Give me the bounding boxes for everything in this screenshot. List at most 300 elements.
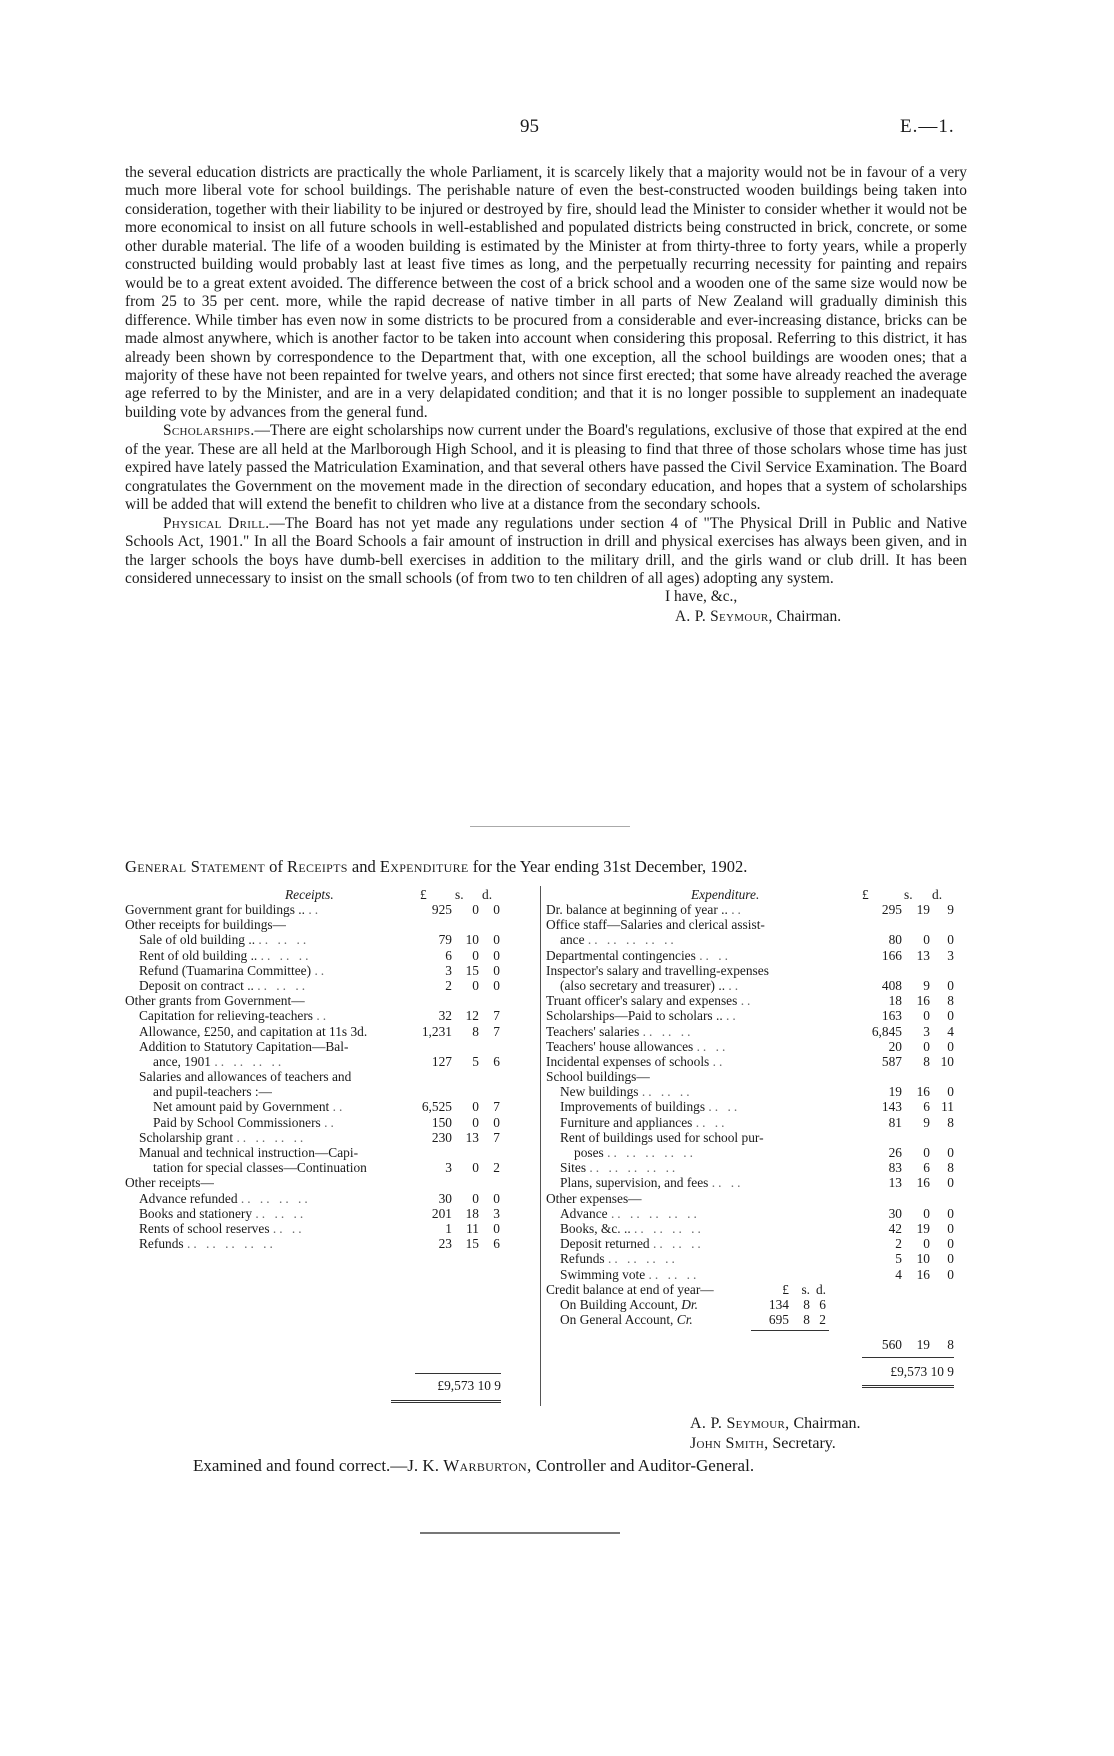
expenditure-pounds: 26 bbox=[888, 1145, 902, 1160]
expenditure-label bbox=[560, 1236, 704, 1251]
expenditure-label bbox=[546, 1054, 725, 1069]
column-divider bbox=[540, 886, 541, 1406]
closing-salutation: I have, &c., bbox=[665, 588, 738, 606]
expenditure-pence: 0 bbox=[947, 977, 954, 993]
receipt-label-text: Other receipts— bbox=[125, 1175, 214, 1191]
receipts-heading: Receipts. bbox=[285, 887, 334, 902]
receipt-label bbox=[139, 1191, 311, 1206]
chairman-name: A. P. Seymour, bbox=[690, 1415, 790, 1432]
leader-dots: .. .. .. bbox=[257, 977, 309, 993]
receipt-pounds: 2 bbox=[445, 977, 452, 993]
receipt-pence: 6 bbox=[493, 1236, 500, 1252]
receipt-label-text: tation for special classes—Continuation bbox=[153, 1160, 367, 1176]
leader-dots: .. .. .. .. bbox=[214, 1053, 285, 1069]
expenditure-label bbox=[546, 1008, 739, 1023]
leader-dots: .. .. .. .. bbox=[634, 1220, 704, 1236]
statement-title-part: General Statement bbox=[125, 857, 266, 876]
expenditure-label-text: Inspector's salary and travelling-expenses bbox=[546, 962, 769, 978]
receipt-label-text: and pupil-teachers :— bbox=[153, 1084, 272, 1100]
leader-dots: .. .. bbox=[696, 1038, 729, 1054]
secretary-name: John Smith, bbox=[690, 1435, 769, 1452]
receipt-label-text: Refund (Tuamarina Committee) bbox=[139, 962, 312, 978]
receipt-shillings: 0 bbox=[472, 1114, 479, 1130]
expenditure-row bbox=[546, 1206, 967, 1221]
receipt-row bbox=[125, 1115, 533, 1130]
receipt-label-text: Addition to Statutory Capitation—Bal- bbox=[139, 1038, 349, 1054]
expenditure-label-text: Scholarships—Paid to scholars .. bbox=[546, 1008, 723, 1024]
receipt-pence: 7 bbox=[493, 1008, 500, 1024]
expenditure-label bbox=[560, 1115, 728, 1130]
receipt-shillings: 11 bbox=[466, 1220, 479, 1236]
leader-dots: .. .. .. bbox=[258, 932, 310, 948]
expenditure-row bbox=[546, 1175, 967, 1190]
receipt-label bbox=[125, 902, 321, 917]
receipt-pence: 0 bbox=[493, 962, 500, 978]
paragraph-buildings: the several education districts are practically the whole Parliament, it is scarcely likely that a majority would not be in favour of a very much more liberal vote for school buildings. The perishable nature of even the best-constructed wooden buildings being taken into consideration, together with their liability to be injured or destroyed by fire, should lead the Minister to consider whether it would not be more economical to insist on all future schools in well-established and populated districts being constructed in brick, concrete, or some other durable material. The life of a wooden building is estimated by the Minister at from thirty-three to forty years, while a properly constructed building would probably last at least five times as long, and the perpetually recurring necessity for painting and repairs would be to a great extent avoided. The difference between the cost of a brick school and a wooden one of the same size would now be from 25 to 35 per cent. more, while the rapid decrease of native timber in all parts of New Zealand will gradually diminish this difference. While timber has even now in some districts to be procured from a considerable and ever-increasing distance, bricks can be made almost anywhere, which is another factor to be taken into account when considering this proposal. Referring to this district, it has already been shown by correspondence to the Department that, with one exception, all the school buildings are wooden ones; that a majority of these have not been repainted for twelve years, and others not since first erected; that some have already reached the average age referred to by the Minister, and are in a very delapidated condition; and that it is no longer possible to supplement an inadequate building vote by advances from the general fund. bbox=[125, 164, 967, 421]
receipt-label bbox=[139, 932, 309, 947]
expenditure-pence: 0 bbox=[947, 932, 954, 948]
expenditure-label-text: Books, &c. .. bbox=[560, 1220, 631, 1236]
expenditure-label bbox=[560, 1084, 693, 1099]
expenditure-total-rule bbox=[862, 1357, 954, 1358]
credit-subtotal-rule bbox=[751, 1330, 829, 1331]
receipt-pounds: 6,525 bbox=[421, 1099, 452, 1115]
expenditure-row bbox=[546, 1267, 967, 1282]
expenditure-label-text: Swimming vote bbox=[560, 1266, 646, 1282]
building-account-pounds: 134 bbox=[768, 1296, 789, 1312]
leader-dots: .. .. bbox=[708, 1099, 741, 1115]
receipt-pounds: 30 bbox=[438, 1190, 452, 1206]
expenditure-row bbox=[546, 932, 967, 947]
building-account-text: On Building Account, bbox=[560, 1296, 682, 1312]
statement-title bbox=[125, 857, 967, 877]
receipt-label bbox=[153, 1115, 337, 1130]
receipt-label-text: Other receipts for buildings— bbox=[125, 917, 287, 933]
receipt-label-text: Rent of old building .. bbox=[139, 947, 258, 963]
receipt-shillings: 15 bbox=[465, 962, 479, 978]
receipt-shillings: 8 bbox=[472, 1023, 479, 1039]
leader-dots: .. .. .. bbox=[255, 1205, 307, 1221]
statement-title-part: Receipts bbox=[287, 857, 348, 876]
expenditure-row bbox=[546, 1130, 967, 1145]
pound-column-header: £ bbox=[862, 887, 869, 902]
receipt-label-text: Sale of old building .. bbox=[139, 932, 256, 948]
expenditure-total: £9,573 10 9 bbox=[890, 1364, 954, 1380]
receipt-shillings: 18 bbox=[465, 1205, 479, 1221]
expenditure-label bbox=[560, 1130, 764, 1145]
expenditure-label bbox=[546, 1191, 642, 1206]
expenditure-pence: 0 bbox=[947, 1175, 954, 1191]
expenditure-shillings: 0 bbox=[923, 1038, 930, 1054]
scholarships-heading: Scholarships. bbox=[163, 422, 255, 440]
expenditure-column bbox=[546, 887, 967, 1383]
expenditure-pounds: 2 bbox=[895, 1236, 902, 1252]
receipt-label bbox=[139, 948, 311, 963]
shilling-column-header: s. bbox=[904, 887, 913, 902]
receipt-label bbox=[125, 1175, 214, 1190]
expenditure-rows bbox=[546, 902, 967, 1282]
expenditure-shillings: 16 bbox=[916, 1084, 930, 1100]
physical-drill-text: —The Board has not yet made any regulations under section 4 of "The Physical Drill in Public and Native Schools Act, 1901." In all the Board Schools a fair amount of instruction in drill and physical exercises has always been given, and in the larger schools the boys have dumb-bell exercises in addition to the military drill, and the girls wand or club drill. It has been considered unnecessary to insist on the small schools (of from two to ten children of all ages) adopting any system. bbox=[125, 514, 967, 587]
expenditure-shillings: 0 bbox=[923, 1008, 930, 1024]
credit-net-row bbox=[546, 1335, 967, 1355]
report-reference: E.—1. bbox=[900, 116, 955, 137]
receipt-shillings: 0 bbox=[472, 977, 479, 993]
expenditure-label bbox=[560, 932, 677, 947]
receipt-shillings: 10 bbox=[465, 932, 479, 948]
receipt-row bbox=[125, 932, 533, 947]
expenditure-pence: 8 bbox=[947, 993, 954, 1009]
footer-separator bbox=[420, 1532, 620, 1534]
statement-title-part: of bbox=[265, 857, 288, 876]
expenditure-label bbox=[546, 902, 744, 917]
general-account-label bbox=[560, 1312, 693, 1327]
receipt-row bbox=[125, 963, 533, 978]
scholarships-text: —There are eight scholarships now current under the Board's regulations, exclusive of those that expired at the end of the year. These are all held at the Marlborough High School, and it is pleasing to find that three of those scholars whose time has just expired have lately passed the Matriculation Examination, and that several others have passed the Civil Service Examination. The Board congratulates the Government on the movement made in the direction of secondary education, and hopes that a system of scholarships will be added that will extend the benefit to children who live at a distance from the secondary schools. bbox=[125, 422, 967, 514]
expenditure-row bbox=[546, 1251, 967, 1266]
expenditure-pounds: 30 bbox=[888, 1205, 902, 1221]
receipt-pounds: 1,231 bbox=[421, 1023, 452, 1039]
expenditure-label-text: Truant officer's salary and expenses bbox=[546, 993, 738, 1009]
receipt-row bbox=[125, 1039, 533, 1054]
expenditure-pence: 3 bbox=[947, 947, 954, 963]
receipt-label bbox=[153, 1099, 345, 1114]
expenditure-pence: 0 bbox=[947, 1205, 954, 1221]
receipt-pence: 3 bbox=[493, 1205, 500, 1221]
receipts-column bbox=[125, 887, 533, 1251]
expenditure-pence: 11 bbox=[941, 1099, 954, 1115]
expenditure-label-text: (also secretary and treasurer) .. bbox=[560, 977, 726, 993]
expenditure-total-double-rule bbox=[862, 1385, 954, 1388]
receipt-row bbox=[125, 1145, 533, 1160]
receipt-label bbox=[139, 1236, 276, 1251]
expenditure-label bbox=[560, 1251, 678, 1266]
receipt-pence: 0 bbox=[493, 1114, 500, 1130]
expenditure-pounds: 19 bbox=[888, 1084, 902, 1100]
credit-balance-row bbox=[546, 1282, 967, 1297]
receipt-label-text: Manual and technical instruction—Capi- bbox=[139, 1145, 359, 1160]
receipts-total-double-rule bbox=[391, 1400, 501, 1403]
leader-dots: .. bbox=[308, 902, 322, 917]
expenditure-label-text: Refunds bbox=[560, 1251, 605, 1267]
audit-text: Examined and found correct.—J. K. bbox=[193, 1456, 444, 1475]
expenditure-row bbox=[546, 1054, 967, 1069]
building-account-shillings: 8 bbox=[803, 1296, 810, 1312]
expenditure-shillings: 10 bbox=[916, 1251, 930, 1267]
credit-shilling-header: s. bbox=[801, 1281, 810, 1297]
leader-dots: .. .. .. bbox=[260, 947, 312, 963]
receipt-shillings: 15 bbox=[465, 1236, 479, 1252]
expenditure-shillings: 0 bbox=[923, 932, 930, 948]
paragraph-physical-drill bbox=[125, 515, 967, 589]
expenditure-header-row bbox=[546, 887, 967, 902]
expenditure-row bbox=[546, 993, 967, 1008]
expenditure-pounds: 4 bbox=[895, 1266, 902, 1282]
expenditure-total-row bbox=[546, 1361, 967, 1383]
credit-subtotal-rule-row bbox=[546, 1327, 967, 1335]
expenditure-row bbox=[546, 963, 967, 978]
physical-drill-heading: Physical Drill. bbox=[163, 514, 270, 532]
expenditure-label bbox=[546, 963, 769, 978]
closing-signature bbox=[675, 608, 841, 626]
receipt-row bbox=[125, 978, 533, 993]
expenditure-shillings: 0 bbox=[923, 1205, 930, 1221]
audit-statement bbox=[193, 1456, 754, 1476]
receipt-pence: 0 bbox=[493, 1190, 500, 1206]
expenditure-label bbox=[546, 993, 753, 1008]
receipt-row bbox=[125, 948, 533, 963]
receipt-row bbox=[125, 1175, 533, 1190]
expenditure-pounds: 20 bbox=[888, 1038, 902, 1054]
expenditure-pounds: 80 bbox=[888, 932, 902, 948]
credit-net-pounds: 560 bbox=[881, 1337, 902, 1353]
expenditure-pounds: 587 bbox=[881, 1053, 902, 1069]
expenditure-label bbox=[560, 1160, 678, 1175]
expenditure-label-text: Other expenses— bbox=[546, 1190, 642, 1206]
receipts-total: £9,573 10 9 bbox=[437, 1378, 501, 1393]
expenditure-pence: 9 bbox=[947, 902, 954, 917]
expenditure-label-text: Advance bbox=[560, 1205, 608, 1221]
expenditure-label bbox=[560, 1267, 699, 1282]
building-account-suffix: Dr. bbox=[681, 1296, 699, 1312]
expenditure-row bbox=[546, 948, 967, 963]
receipt-pounds: 6 bbox=[445, 947, 452, 963]
expenditure-pounds: 5 bbox=[895, 1251, 902, 1267]
leader-dots: .. bbox=[316, 1008, 330, 1024]
receipt-pounds: 127 bbox=[431, 1053, 452, 1069]
expenditure-label bbox=[546, 948, 731, 963]
receipt-pence: 0 bbox=[493, 1220, 500, 1236]
pence-column-header: d. bbox=[482, 887, 493, 902]
receipt-row bbox=[125, 917, 533, 932]
expenditure-label bbox=[546, 1039, 728, 1054]
expenditure-pounds: 295 bbox=[881, 902, 902, 917]
receipt-label-text: Rents of school reserves bbox=[139, 1220, 270, 1236]
closing-signer-name: A. P. Seymour, bbox=[675, 608, 773, 626]
receipt-label bbox=[153, 1054, 284, 1069]
expenditure-row bbox=[546, 1039, 967, 1054]
receipt-row bbox=[125, 1024, 533, 1039]
expenditure-label-text: School buildings— bbox=[546, 1069, 650, 1085]
receipt-pence: 0 bbox=[493, 977, 500, 993]
chairman-signature bbox=[690, 1414, 861, 1434]
expenditure-label-text: Rent of buildings used for school pur- bbox=[560, 1129, 764, 1145]
leader-dots: .. bbox=[324, 1114, 337, 1130]
credit-pound-header: £ bbox=[782, 1281, 789, 1297]
leader-dots: .. .. .. .. .. bbox=[607, 1145, 696, 1160]
expenditure-row bbox=[546, 1236, 967, 1251]
expenditure-label-text: Teachers' salaries bbox=[546, 1023, 640, 1039]
expenditure-label bbox=[560, 1221, 704, 1236]
receipt-pounds: 1 bbox=[445, 1220, 452, 1236]
receipt-row bbox=[125, 1054, 533, 1069]
receipt-label-text: Advance refunded bbox=[139, 1190, 238, 1206]
receipt-label-text: Net amount paid by Government bbox=[153, 1099, 330, 1115]
expenditure-pence: 0 bbox=[947, 1266, 954, 1282]
expenditure-pence: 0 bbox=[947, 1084, 954, 1100]
chairman-title: Chairman. bbox=[793, 1415, 861, 1432]
receipt-row bbox=[125, 1069, 533, 1084]
expenditure-label-text: poses bbox=[574, 1145, 604, 1160]
receipt-label-text: Allowance, £250, and capitation at 11s 3d. bbox=[139, 1023, 368, 1039]
leader-dots: .. bbox=[728, 977, 742, 993]
leader-dots: .. .. bbox=[699, 947, 731, 963]
auditor-name: Warburton, bbox=[443, 1456, 532, 1475]
statement-title-part: Expenditure bbox=[379, 857, 469, 876]
leader-dots: .. .. .. .. bbox=[236, 1129, 307, 1145]
receipt-label-text: ance, 1901 bbox=[153, 1053, 212, 1069]
expenditure-pence: 0 bbox=[947, 1145, 954, 1160]
pence-column-header: d. bbox=[932, 887, 943, 902]
expenditure-label-text: ance bbox=[560, 932, 585, 948]
receipt-label bbox=[139, 1008, 329, 1023]
expenditure-pence: 0 bbox=[947, 1038, 954, 1054]
expenditure-pounds: 18 bbox=[888, 993, 902, 1009]
receipt-label-text: Government grant for buildings .. bbox=[125, 902, 305, 917]
expenditure-row bbox=[546, 1008, 967, 1023]
expenditure-row bbox=[546, 1084, 967, 1099]
receipt-label bbox=[153, 1084, 272, 1099]
receipt-row bbox=[125, 1099, 533, 1114]
expenditure-pence: 8 bbox=[947, 1160, 954, 1176]
expenditure-shillings: 0 bbox=[923, 1236, 930, 1252]
expenditure-row bbox=[546, 1221, 967, 1236]
receipt-shillings: 0 bbox=[472, 1099, 479, 1115]
receipt-label bbox=[139, 1039, 348, 1054]
secretary-signature bbox=[690, 1434, 861, 1454]
receipt-row bbox=[125, 1084, 533, 1099]
leader-dots: .. .. .. .. bbox=[608, 1251, 678, 1267]
general-account-row bbox=[546, 1312, 967, 1327]
expenditure-row bbox=[546, 917, 967, 932]
expenditure-row bbox=[546, 1024, 967, 1039]
expenditure-pounds: 42 bbox=[888, 1220, 902, 1236]
receipt-shillings: 0 bbox=[472, 902, 479, 917]
receipt-row bbox=[125, 1130, 533, 1145]
leader-dots: .. .. bbox=[272, 1220, 305, 1236]
expenditure-pence: 4 bbox=[947, 1023, 954, 1039]
leader-dots: .. .. .. .. .. bbox=[610, 1205, 700, 1221]
expenditure-shillings: 9 bbox=[923, 1114, 930, 1130]
expenditure-shillings: 3 bbox=[923, 1023, 930, 1039]
receipt-row bbox=[125, 1206, 533, 1221]
receipt-pence: 0 bbox=[493, 932, 500, 948]
leader-dots: .. .. .. .. .. bbox=[589, 1160, 679, 1176]
receipt-label bbox=[153, 1160, 367, 1175]
expenditure-label-text: Teachers' house allowances bbox=[546, 1038, 694, 1054]
expenditure-pounds: 6,845 bbox=[871, 1023, 902, 1039]
receipt-row bbox=[125, 993, 533, 1008]
expenditure-label bbox=[560, 1099, 740, 1114]
expenditure-label bbox=[560, 1206, 700, 1221]
closing-signer-title: Chairman. bbox=[776, 608, 842, 626]
expenditure-pence: 10 bbox=[940, 1053, 954, 1069]
expenditure-shillings: 9 bbox=[923, 977, 930, 993]
expenditure-pounds: 81 bbox=[888, 1114, 902, 1130]
expenditure-label-text: New buildings bbox=[560, 1084, 639, 1100]
building-account-pence: 6 bbox=[819, 1296, 826, 1312]
receipt-label bbox=[139, 1206, 306, 1221]
expenditure-label-text: Sites bbox=[560, 1160, 587, 1176]
receipt-shillings: 0 bbox=[472, 1160, 479, 1176]
receipt-pounds: 23 bbox=[438, 1236, 452, 1252]
receipt-row bbox=[125, 1008, 533, 1023]
expenditure-row bbox=[546, 1191, 967, 1206]
receipt-row bbox=[125, 1191, 533, 1206]
receipt-label-text: Refunds bbox=[139, 1236, 184, 1252]
expenditure-row bbox=[546, 978, 967, 993]
pound-column-header: £ bbox=[420, 887, 427, 902]
expenditure-pounds: 408 bbox=[881, 977, 902, 993]
receipt-pounds: 230 bbox=[431, 1129, 452, 1145]
receipt-pounds: 150 bbox=[431, 1114, 452, 1130]
leader-dots: .. .. bbox=[695, 1114, 728, 1130]
statement-title-part: and bbox=[347, 857, 380, 876]
expenditure-heading: Expenditure. bbox=[691, 887, 760, 902]
expenditure-pence: 0 bbox=[947, 1236, 954, 1252]
receipts-rows bbox=[125, 902, 533, 1251]
leader-dots: .. .. .. bbox=[648, 1266, 700, 1282]
leader-dots: .. bbox=[712, 1053, 726, 1069]
receipt-label-text: Salaries and allowances of teachers and bbox=[139, 1069, 352, 1085]
leader-dots: .. .. .. .. .. bbox=[587, 932, 677, 948]
leader-dots: .. .. bbox=[711, 1175, 744, 1191]
receipt-pence: 6 bbox=[493, 1053, 500, 1069]
receipt-pounds: 201 bbox=[431, 1205, 452, 1221]
credit-balance-label: Credit balance at end of year— bbox=[546, 1281, 714, 1297]
general-account-pence: 2 bbox=[819, 1312, 826, 1328]
expenditure-label bbox=[560, 1175, 744, 1190]
building-account-row bbox=[546, 1297, 967, 1312]
receipt-row bbox=[125, 1236, 533, 1251]
letter-closing bbox=[125, 588, 967, 632]
receipt-label bbox=[139, 1130, 306, 1145]
statement-signatures bbox=[690, 1414, 861, 1454]
receipt-pounds: 32 bbox=[438, 1008, 452, 1024]
credit-net-shillings: 19 bbox=[916, 1337, 930, 1353]
shilling-column-header: s. bbox=[455, 887, 464, 902]
receipt-label bbox=[125, 993, 305, 1008]
receipt-label bbox=[139, 1024, 367, 1039]
section-separator bbox=[470, 826, 630, 827]
expenditure-shillings: 16 bbox=[916, 1175, 930, 1191]
expenditure-label-text: Incidental expenses of schools bbox=[546, 1053, 710, 1069]
receipt-shillings: 0 bbox=[472, 1190, 479, 1206]
expenditure-shillings: 8 bbox=[923, 1053, 930, 1069]
leader-dots: .. bbox=[726, 1008, 739, 1024]
page-number: 95 bbox=[520, 116, 539, 137]
receipt-label-text: Capitation for relieving-teachers bbox=[139, 1008, 314, 1024]
expenditure-pence: 0 bbox=[947, 1251, 954, 1267]
receipt-shillings: 12 bbox=[465, 1008, 479, 1024]
expenditure-pounds: 163 bbox=[881, 1008, 902, 1024]
expenditure-label-text: Plans, supervision, and fees bbox=[560, 1175, 709, 1191]
receipt-pence: 0 bbox=[493, 902, 500, 917]
expenditure-pounds: 166 bbox=[881, 947, 902, 963]
expenditure-shillings: 16 bbox=[916, 993, 930, 1009]
expenditure-label-text: Improvements of buildings bbox=[560, 1099, 706, 1115]
general-account-pounds: 695 bbox=[768, 1312, 789, 1328]
expenditure-label bbox=[546, 1069, 650, 1084]
receipt-label bbox=[125, 917, 286, 932]
leader-dots: .. bbox=[731, 902, 744, 917]
expenditure-shillings: 6 bbox=[923, 1160, 930, 1176]
expenditure-shillings: 0 bbox=[923, 1145, 930, 1160]
receipt-row bbox=[125, 902, 533, 917]
expenditure-label-text: Dr. balance at beginning of year .. bbox=[546, 902, 728, 917]
receipt-shillings: 13 bbox=[465, 1129, 479, 1145]
report-body bbox=[125, 164, 967, 632]
